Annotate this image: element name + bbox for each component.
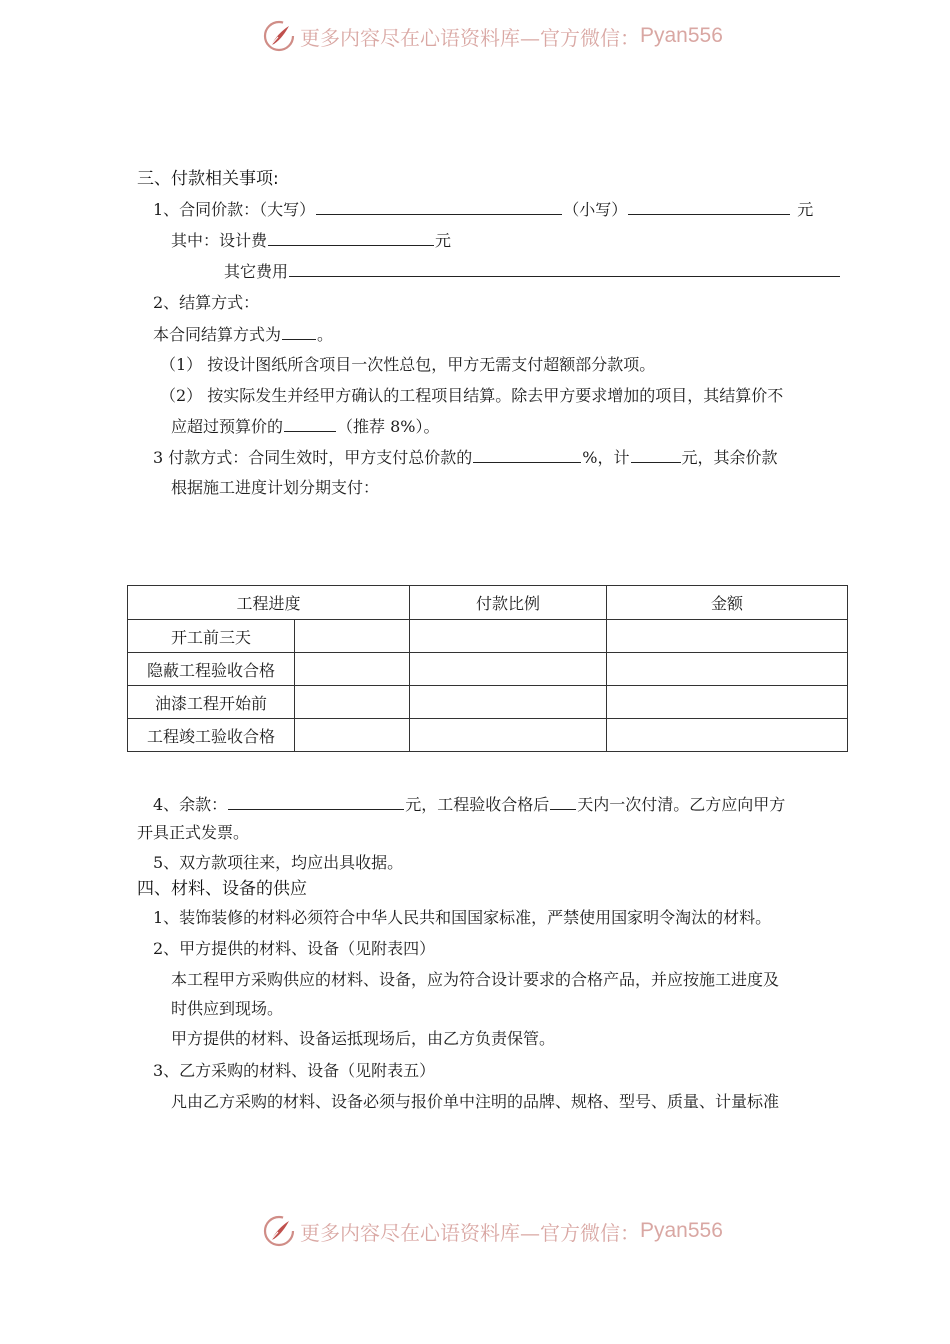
table-row-stage: 开工前三天	[128, 620, 295, 653]
quill-pen-icon	[262, 19, 296, 53]
watermark-text: 更多内容尽在心语资料库—官方微信：	[300, 25, 640, 50]
settlement-method-blank[interactable]	[282, 323, 316, 340]
table-row	[128, 686, 848, 719]
balance-amount-blank[interactable]	[228, 793, 404, 810]
table-header-progress: 工程进度	[128, 586, 410, 620]
table-row	[128, 719, 848, 752]
contract-price-digits-blank[interactable]	[628, 198, 790, 215]
other-fee-line: 其它费用	[224, 260, 841, 283]
contract-price-line: 1、合同价款：（大写） （小写） 元	[153, 200, 814, 219]
balance-line: 4、余款： 元，工程验收合格后 天内一次付清。乙方应向甲方	[153, 795, 786, 814]
settlement-option-2-cont: 应超过预算价的 （推荐 8%）。	[171, 417, 440, 436]
table-cell-ratio[interactable]	[410, 686, 607, 719]
table-row	[128, 620, 848, 653]
section4-title: 四、材料、设备的供应	[137, 879, 307, 899]
section3-title: 三、付款相关事项:	[137, 169, 279, 189]
table-cell-amount[interactable]	[607, 620, 848, 653]
other-fee-blank[interactable]	[289, 260, 840, 277]
table-header-ratio: 付款比例	[410, 586, 607, 620]
table-cell-amount[interactable]	[607, 719, 848, 752]
balance-days-blank[interactable]	[550, 793, 576, 810]
payment-method-line: 3 付款方式：合同生效时，甲方支付总价款的 %，计 元，其余价款	[153, 448, 778, 467]
watermark-wechat-id: Pyan556	[640, 1219, 723, 1242]
design-fee-line: 其中：设计费 元	[171, 231, 452, 250]
materials-standard-line: 1、装饰装修的材料必须符合中华人民共和国国家标准，严禁使用国家明令淘汰的材料。	[153, 908, 772, 927]
client-materials-body-2: 时供应到现场。	[171, 999, 284, 1018]
client-materials-body-3: 甲方提供的材料、设备运抵现场后，由乙方负责保管。	[171, 1029, 556, 1048]
client-materials-heading: 2、甲方提供的材料、设备（见附表四）	[153, 939, 436, 958]
table-cell-amount[interactable]	[607, 653, 848, 686]
contractor-materials-body-1: 凡由乙方采购的材料、设备必须与报价单中注明的品牌、规格、型号、质量、计量标准	[171, 1092, 780, 1111]
settlement-option-1: （1） 按设计图纸所含项目一次性总包，甲方无需支付超额部分款项。	[160, 355, 656, 374]
settlement-method-line: 本合同结算方式为 。	[153, 325, 334, 344]
contractor-materials-heading: 3、乙方采购的材料、设备（见附表五）	[153, 1061, 436, 1080]
watermark-text: 更多内容尽在心语资料库—官方微信：	[300, 1220, 640, 1245]
table-cell-empty[interactable]	[295, 686, 410, 719]
balance-line-2: 开具正式发票。	[137, 823, 250, 842]
table-row-stage: 油漆工程开始前	[128, 686, 295, 719]
table-header-row	[128, 586, 848, 620]
design-fee-blank[interactable]	[268, 229, 434, 246]
contract-price-uppercase-blank[interactable]	[316, 198, 562, 215]
client-materials-body-1: 本工程甲方采购供应的材料、设备，应为符合设计要求的合格产品，并应按施工进度及	[171, 970, 780, 989]
budget-percent-blank[interactable]	[284, 415, 336, 432]
initial-payment-percent-blank[interactable]	[473, 446, 581, 463]
payment-schedule-table	[127, 585, 848, 752]
table-cell-empty[interactable]	[295, 653, 410, 686]
table-header-amount: 金额	[607, 586, 848, 620]
table-row	[128, 653, 848, 686]
watermark-banner-bottom	[262, 1213, 762, 1249]
receipt-line: 5、双方款项往来，均应出具收据。	[153, 853, 404, 872]
settlement-option-2: （2） 按实际发生并经甲方确认的工程项目结算。除去甲方要求增加的项目，其结算价不	[160, 386, 784, 405]
table-cell-ratio[interactable]	[410, 620, 607, 653]
settlement-heading: 2、结算方式：	[153, 293, 260, 312]
table-cell-amount[interactable]	[607, 686, 848, 719]
table-cell-empty[interactable]	[295, 719, 410, 752]
table-row-stage: 隐蔽工程验收合格	[128, 653, 295, 686]
table-cell-empty[interactable]	[295, 620, 410, 653]
watermark-banner-top	[262, 18, 762, 54]
table-cell-ratio[interactable]	[410, 719, 607, 752]
quill-pen-icon	[262, 1214, 296, 1248]
table-cell-ratio[interactable]	[410, 653, 607, 686]
initial-payment-amount-blank[interactable]	[631, 446, 681, 463]
table-row-stage: 工程竣工验收合格	[128, 719, 295, 752]
payment-method-line-2: 根据施工进度计划分期支付：	[171, 478, 380, 497]
watermark-wechat-id: Pyan556	[640, 24, 723, 47]
